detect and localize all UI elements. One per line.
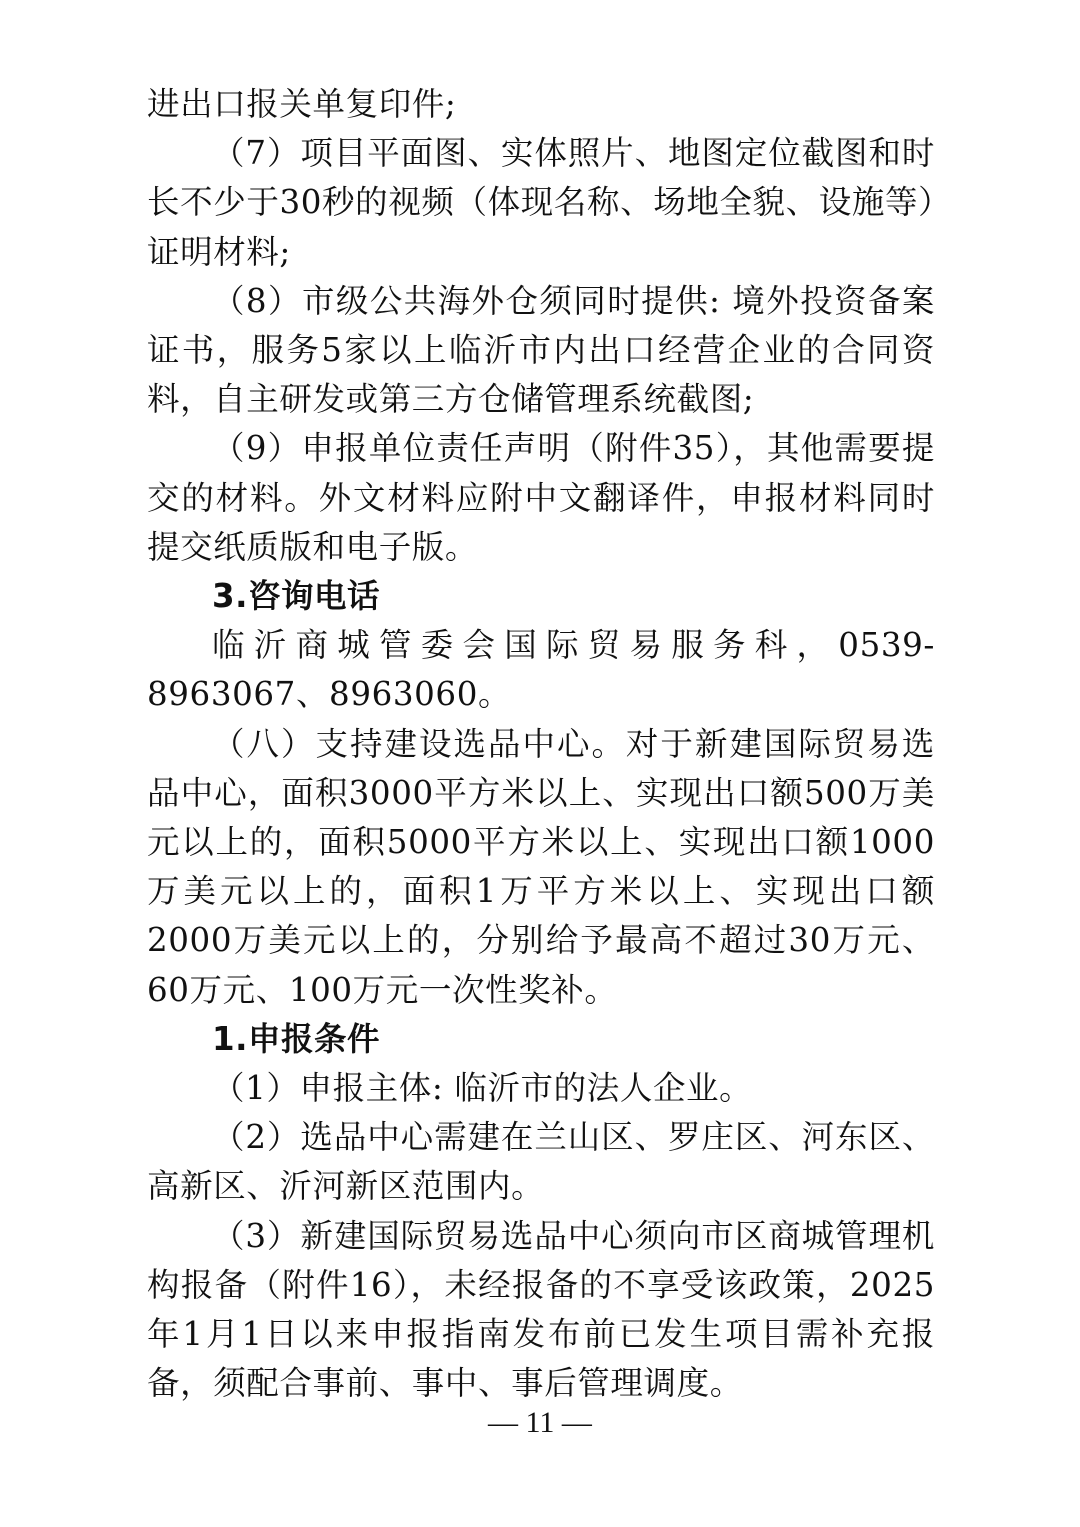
paragraph-selection-center-policy: （八）支持建设选品中心。对于新建国际贸易选品中心，面积3000平方米以上、实现出口额500万美元以上的，面积5000平方米以上、实现出口额1000万美元以上的，面积1万平方米以上、实现出口额2000万美元以上的，分别给予最高不超过30万元、60万元、100万元一次性奖补。 (147, 724, 935, 1009)
paragraph-customs-declaration: 进出口报关单复印件; (147, 85, 457, 123)
paragraph-item-9: （9）申报单位责任声明（附件35），其他需要提交的材料。外文材料应附中文翻译件，申报材料同时提交纸质版和电子版。 (147, 429, 935, 566)
document-page (147, 80, 935, 1408)
page-number: — 11 — (488, 1406, 592, 1439)
paragraph-item-7: （7）项目平面图、实体照片、地图定位截图和时长不少于30秒的视频（体现名称、场地全貌、设施等）证明材料; (147, 134, 935, 271)
paragraph-condition-1: （1）申报主体: 临沂市的法人企业。 (212, 1069, 753, 1108)
paragraph-condition-2: （2）选品中心需建在兰山区、罗庄区、河东区、高新区、沂河新区范围内。 (147, 1118, 935, 1206)
paragraph-phone-numbers: 临沂商城管委会国际贸易服务科，0539-8963067、8963060。 (147, 626, 935, 714)
heading-consult-phone: 3.咨询电话 (212, 577, 380, 616)
paragraph-condition-3: （3）新建国际贸易选品中心须向市区商城管理机构报备（附件16），未经报备的不享受该政策，2025年1月1日以来申报指南发布前已发生项目需补充报备，须配合事前、事中、事后管理调度。 (147, 1216, 935, 1403)
paragraph-item-8: （8）市级公共海外仓须同时提供: 境外投资备案证书，服务5家以上临沂市内出口经营企业的合同资料，自主研发或第三方仓储管理系统截图; (147, 281, 935, 419)
heading-application-conditions: 1.申报条件 (212, 1019, 380, 1058)
